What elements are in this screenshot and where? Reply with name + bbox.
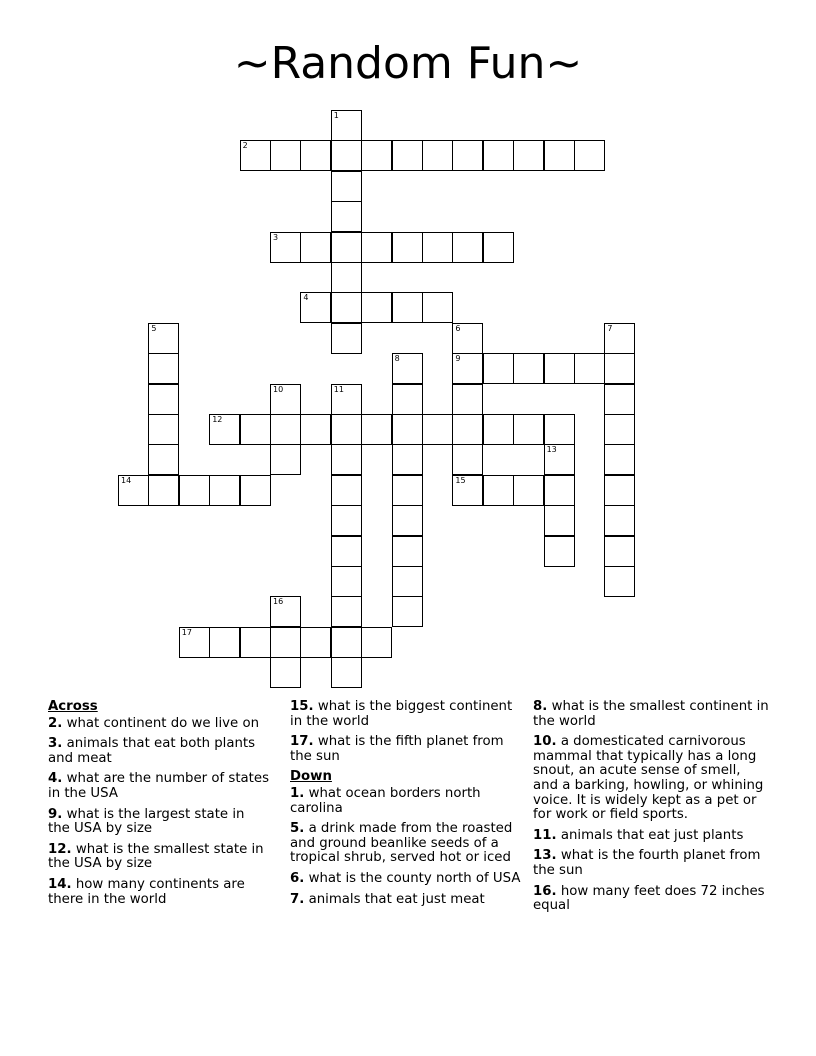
grid-cell[interactable]: [331, 110, 362, 141]
grid-cell[interactable]: [331, 596, 362, 627]
grid-cell[interactable]: [300, 414, 331, 445]
clue-across-17: 17. what is the fifth planet from the sun: [290, 734, 504, 764]
grid-cell[interactable]: [513, 414, 544, 445]
grid-cell[interactable]: [544, 140, 575, 171]
clue-number: 4: [303, 293, 309, 303]
clue-number: 6: [455, 323, 461, 333]
grid-cell[interactable]: [422, 140, 453, 171]
grid-cell[interactable]: [209, 627, 240, 658]
clue-number: 10: [273, 384, 284, 394]
grid-cell[interactable]: [604, 475, 635, 506]
grid-cell[interactable]: [452, 414, 483, 445]
grid-cell[interactable]: [574, 140, 605, 171]
clue-number: 14: [121, 475, 132, 485]
grid-cell[interactable]: [300, 292, 331, 323]
grid-cell[interactable]: [392, 444, 423, 475]
grid-cell[interactable]: [604, 384, 635, 415]
across-heading: Across: [48, 699, 98, 714]
grid-cell[interactable]: [270, 232, 301, 263]
clue-down-13: 13. what is the fourth planet from the sun: [533, 848, 761, 878]
clue-down-8: 8. what is the smallest continent in the world: [533, 699, 769, 729]
grid-cell[interactable]: [422, 414, 453, 445]
grid-cell[interactable]: [270, 627, 301, 658]
grid-cell[interactable]: [361, 232, 392, 263]
clue-down-10: 10. a domesticated carnivorous mammal that typically has a long snout, an acute sense of smell, and a barking, howling, or whining voice. It is widely kept as a pet or for work or field sports.: [533, 734, 764, 823]
grid-cell[interactable]: [240, 414, 271, 445]
clue-number: 5: [151, 323, 157, 333]
grid-cell[interactable]: [452, 475, 483, 506]
clue-down-1: 1. what ocean borders north carolina: [290, 785, 481, 816]
grid-cell[interactable]: [483, 140, 514, 171]
clue-number: 16: [273, 597, 284, 607]
grid-cell[interactable]: [148, 414, 179, 445]
clue-number: 1: [333, 111, 339, 120]
grid-cell[interactable]: [392, 475, 423, 506]
clue-across-12: 12. what is the smallest state in the USA by size: [48, 841, 264, 872]
grid-cell[interactable]: [361, 140, 392, 171]
grid-cell[interactable]: [331, 384, 362, 415]
clue-number: 3: [273, 232, 279, 242]
grid-cell[interactable]: [544, 444, 575, 475]
grid-cell[interactable]: [483, 353, 514, 384]
clue-down-6: 6. what is the county north of USA: [290, 870, 521, 886]
grid-cell[interactable]: [392, 414, 423, 445]
grid-cell[interactable]: [331, 657, 362, 688]
clue-across-14: 14. how many continents are there in the world: [48, 876, 245, 907]
grid-cell[interactable]: [331, 505, 362, 536]
grid-cell[interactable]: [148, 475, 179, 506]
grid-cell[interactable]: [331, 444, 362, 475]
grid-cell[interactable]: [331, 140, 362, 171]
grid-cell[interactable]: [209, 414, 240, 445]
grid-cell[interactable]: [331, 323, 362, 354]
grid-cell[interactable]: [392, 505, 423, 536]
grid-cell[interactable]: [544, 414, 575, 445]
grid-cell[interactable]: [361, 627, 392, 658]
clue-down-16: 16. how many feet does 72 inches equal: [533, 883, 765, 914]
grid-cell[interactable]: [300, 627, 331, 658]
clue-column-3: [533, 700, 769, 920]
clue-number: 11: [333, 384, 344, 394]
clue-number: 8: [394, 354, 400, 364]
grid-cell[interactable]: [604, 536, 635, 567]
grid-cell[interactable]: [392, 353, 423, 384]
grid-cell[interactable]: [483, 232, 514, 263]
clue-across-3: 3. animals that eat both plants and meat: [48, 736, 256, 766]
grid-cell[interactable]: [148, 353, 179, 384]
grid-cell[interactable]: [604, 353, 635, 384]
clue-column-2: [290, 700, 524, 913]
clue-across-2: 2. what continent do we live on: [48, 715, 260, 731]
clue-number: 7: [607, 323, 613, 333]
grid-cell[interactable]: [331, 171, 362, 202]
grid-cell[interactable]: [270, 596, 301, 627]
grid-cell[interactable]: [483, 414, 514, 445]
grid-cell[interactable]: [452, 323, 483, 354]
grid-cell[interactable]: [604, 414, 635, 445]
grid-cell[interactable]: [240, 475, 271, 506]
grid-cell[interactable]: [361, 414, 392, 445]
grid-cell[interactable]: [118, 475, 149, 506]
grid-cell[interactable]: [270, 657, 301, 688]
grid-cell[interactable]: [544, 353, 575, 384]
grid-cell[interactable]: [240, 140, 271, 171]
grid-cell[interactable]: [179, 475, 210, 506]
grid-cell[interactable]: [483, 475, 514, 506]
grid-cell[interactable]: [604, 444, 635, 475]
grid-cell[interactable]: [604, 505, 635, 536]
grid-cell[interactable]: [604, 566, 635, 597]
grid-cell[interactable]: [331, 414, 362, 445]
clue-number: 9: [455, 354, 461, 364]
grid-cell[interactable]: [270, 444, 301, 475]
grid-cell[interactable]: [331, 536, 362, 567]
page-title: ~Random Fun~: [233, 38, 583, 89]
clue-across-15: 15. what is the biggest continent in the world: [290, 699, 513, 729]
clue-down-11: 11. animals that eat just plants: [533, 827, 744, 843]
clue-number: 2: [242, 141, 248, 151]
grid-cell[interactable]: [513, 475, 544, 506]
grid-cell[interactable]: [392, 596, 423, 627]
clue-across-4: 4. what are the number of states in the USA: [48, 771, 270, 801]
grid-cell[interactable]: [300, 232, 331, 263]
grid-cell[interactable]: [452, 353, 483, 384]
grid-cell[interactable]: [544, 475, 575, 506]
grid-cell[interactable]: [270, 140, 301, 171]
clue-down-5: 5. a drink made from the roasted and ground beanlike seeds of a tropical shrub, served hot or iced: [290, 821, 513, 866]
grid-cell[interactable]: [392, 566, 423, 597]
clue-number: 13: [546, 445, 557, 455]
grid-cell[interactable]: [422, 232, 453, 263]
grid-cell[interactable]: [331, 627, 362, 658]
grid-cell[interactable]: [392, 384, 423, 415]
grid-cell[interactable]: [209, 475, 240, 506]
grid-cell[interactable]: [422, 292, 453, 323]
grid-cell[interactable]: [331, 201, 362, 232]
clue-across-9: 9. what is the largest state in the USA by size: [48, 806, 245, 837]
grid-cell[interactable]: [148, 323, 179, 354]
grid-cell[interactable]: [392, 292, 423, 323]
grid-cell[interactable]: [392, 536, 423, 567]
clue-down-7: 7. animals that eat just meat: [290, 891, 485, 907]
grid-cell[interactable]: [452, 232, 483, 263]
grid-cell[interactable]: [148, 444, 179, 475]
grid-cell[interactable]: [544, 505, 575, 536]
grid-cell[interactable]: [300, 140, 331, 171]
grid-cell[interactable]: [452, 444, 483, 475]
grid-cell[interactable]: [331, 232, 362, 263]
grid-cell[interactable]: [331, 292, 362, 323]
clue-number: 15: [455, 475, 466, 485]
grid-cell[interactable]: [179, 627, 210, 658]
grid-cell[interactable]: [513, 353, 544, 384]
grid-cell[interactable]: [574, 353, 605, 384]
clue-number: 17: [181, 627, 192, 637]
grid-cell[interactable]: [544, 536, 575, 567]
grid-cell[interactable]: [452, 384, 483, 415]
grid-cell[interactable]: [331, 262, 362, 293]
grid-cell[interactable]: [331, 566, 362, 597]
grid-cell[interactable]: [148, 384, 179, 415]
grid-cell[interactable]: [331, 475, 362, 506]
grid-cell[interactable]: [513, 140, 544, 171]
grid-cell[interactable]: [452, 140, 483, 171]
grid-cell[interactable]: [270, 414, 301, 445]
clue-number: 12: [212, 415, 223, 424]
grid-cell[interactable]: [392, 140, 423, 171]
clue-column-1: [48, 700, 270, 913]
grid-cell[interactable]: [270, 384, 301, 415]
grid-cell[interactable]: [240, 627, 271, 658]
down-heading: Down: [290, 769, 332, 785]
grid-cell[interactable]: [392, 232, 423, 263]
grid-cell[interactable]: [604, 323, 635, 354]
grid-cell[interactable]: [361, 292, 392, 323]
